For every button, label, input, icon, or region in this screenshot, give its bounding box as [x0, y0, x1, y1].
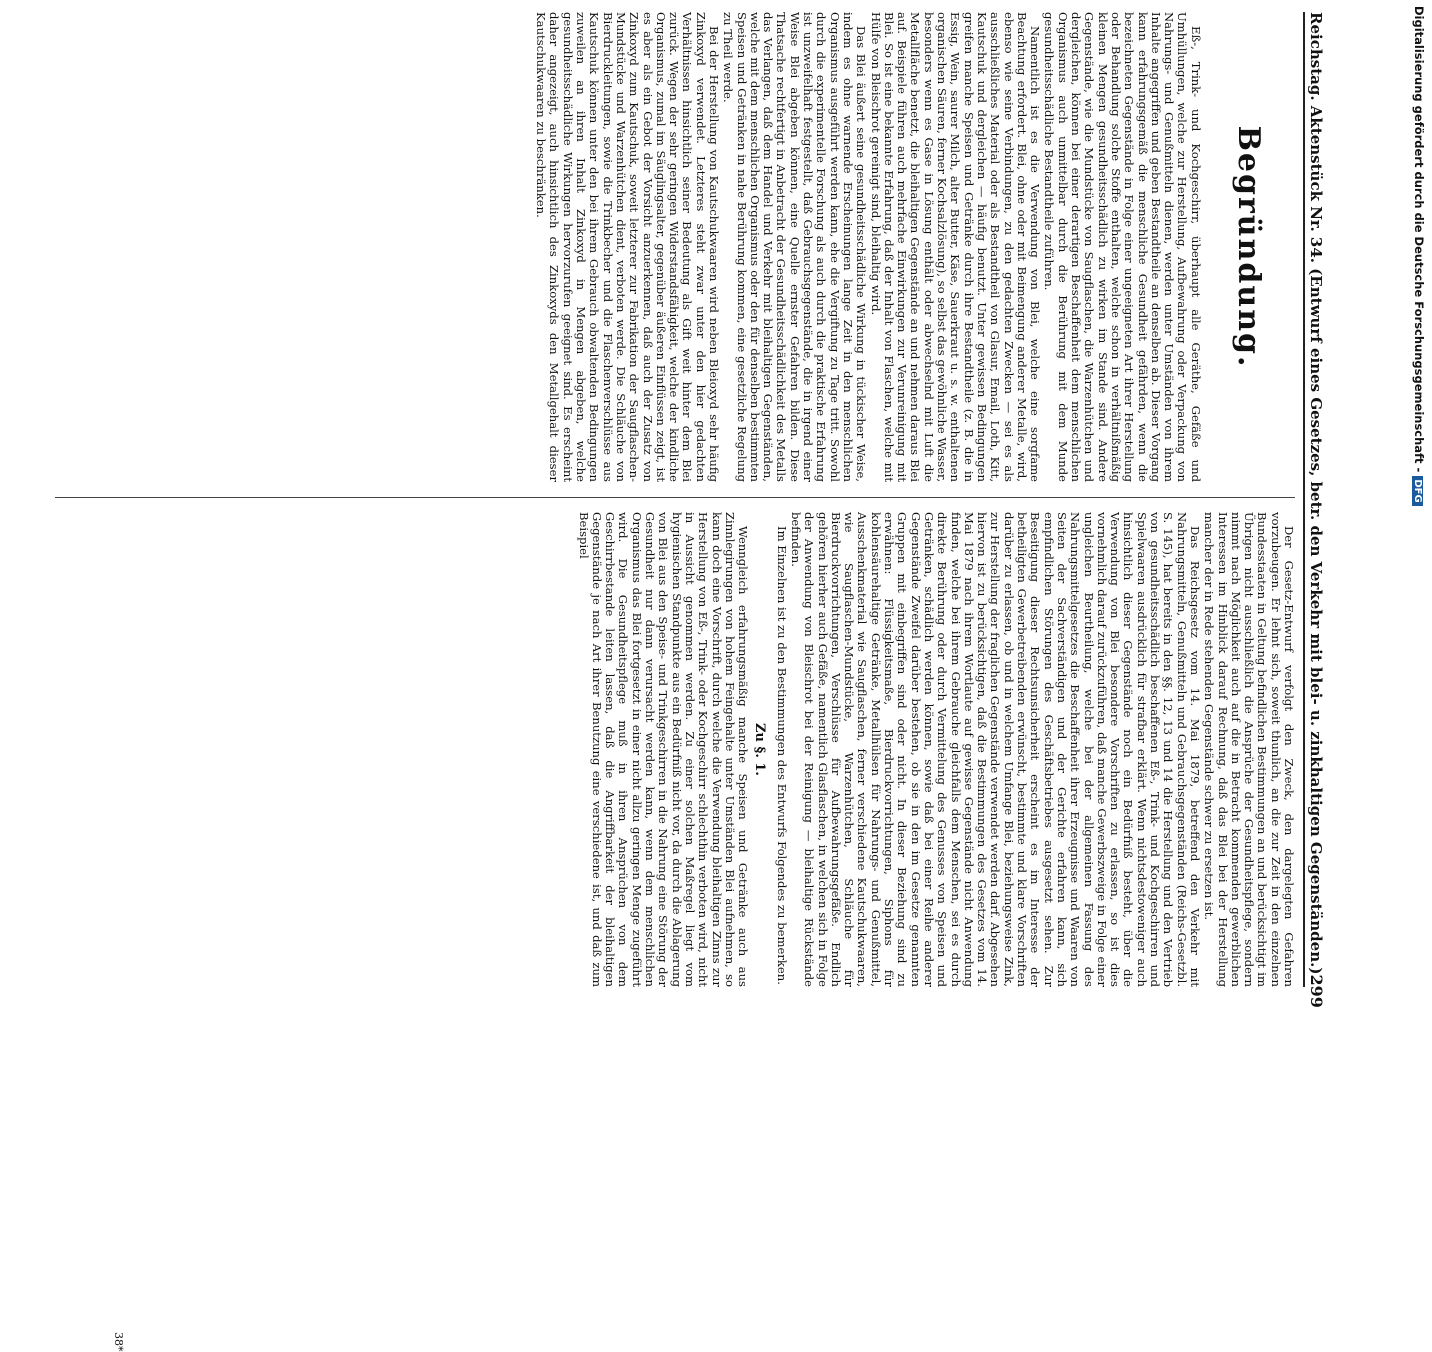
paragraph: Das Blei äußert seine gesundheitsschädliche Wirkung in tückischer Weise, indem es ohne warnende Erscheinungen lange Zeit in den menschlichen Organismus ausgeführt werden kann, ehe die Vergiftung zu Tage tritt. Sowohl durch die experimentelle Forschung als auch durch die praktische Erfahrung ist unzweifelhaft festgestellt, daß Gebrauchsgegenstände, die in irgend einer Weise Blei abgeben können, eine Quelle ernster Gefahren bilden. Diese Thatsache rechtfertigt in Anbetracht der Gesundheitsschädlichkeit des Metalls das Verlangen, daß dem Handel und Verkehr mit bleihaltigen Gegenständen, welche mit dem menschlichen Organismus oder den für denselben bestimmten Speisen und Getränken in nahe Berührung kommen, eine gesetzliche Regelung zu Theil werde.: [721, 12, 869, 482]
header-title: Reichstag. Aktenstück Nr. 34. (Entwurf eines Gesetzes, betr. den Verkehr mit blei- u. zinkhaltigen Gegenständen.): [1307, 12, 1325, 975]
page-number: 299: [1307, 974, 1326, 1008]
section-title: Begründung.: [1231, 125, 1266, 369]
paragraph: Bei der Herstellung von Kautschukwaaren wird neben Bleioxyd sehr häufig Zinkoxyd verwendet. Letzteres steht zwar unter den hier gedachten Verhältnissen hinsichtlich seiner Bedeutung als Gift weit hinter dem Blei zurück. Wegen der sehr geringen Widerstandsfähigkeit, welche der kindliche Organismus, zumal im Säuglingsalter, gegenüber äußeren Einflüssen zeigt, ist es aber als ein Gebot der Vorsicht anzuerkennen, daß auch der Zusatz von Zinkoxyd zum Kautschuk, soweit letzterer zur Fabrikation der Saugflaschen-Mundstücke und Warzenhütchen dient, verboten werde. Die Schläuche von Bierdruckleitungen, sowie die Trinkbecher und die Flaschenverschlüsse aus Kautschuk können unter den bei ihrem Gebrauch obwaltenden Bedingungen zuweilen an ihren Inhalt Zinkoxyd in Mengen abgeben, welche gesundheitsschädliche Wirkungen hervorzurufen geeignet sind. Es erscheint daher angezeigt, auch hinsichtlich des Zinkoxyds den Metallgehalt dieser Kautschukwaaren zu beschränken.: [534, 12, 722, 482]
right-column: [575, 512, 1295, 987]
paragraph: Das Reichsgesetz vom 14. Mai 1879, betreffend den Verkehr mit Nahrungsmitteln, Genußmitteln und Gebrauchsgegenständen (Reichs-Gesetzbl. S. 145), hat bereits in den §§. 12, 13 und 14 die Herstellung und den Vertrieb von gesundheitsschädlich beschaffenen Eß-, Trink- und Kochgeschirren und Spielwaaren ausdrücklich für strafbar erklärt. Wenn nichtsdestoweniger auch hinsichtlich dieser Gegenstände noch ein Bedürfniß besteht, über die Verwendung von Blei besondere Vorschriften zu erlassen, so ist dies vornehmlich darauf zurückzuführen, daß manche Gewerbszweige in Folge einer ungleichen Beurtheilung, welche bei der allgemeinen Fassung des Nahrungsmittelgesetzes die Beschaffenheit ihrer Erzeugnisse und Waaren von Seiten der Sachverständigen und der Gerichte erfahren kann, sich empfindlichen Störungen des Geschäftsbetriebes ausgesetzt sehen. Zur Beseitigung dieser Rechtsunsicherheit erscheint es im Interesse der betheiligten Gewerbetreibenden erwünscht, bestimmte und klare Vorschriften darüber zu erlassen, ob und in welchem Umfange Blei, beziehungsweise Zink, zur Herstellung der fraglichen Gegenstände verwendet werden darf. Abgesehen hiervon ist zu berücksichtigen, daß die Bestimmungen des Gesetzes vom 14. Mai 1879 nach ihrem Wortlaute auf gewisse Gegenstände nicht Anwendung finden, welche bei ihrem Gebrauche gleichfalls dem Menschen, sei es durch direkte Berührung oder durch Vermittelung des Genusses von Speisen und Getränken, schädlich werden können, sowie daß bei einer Reihe anderer Gegenstände Zweifel darüber bestehen, ob sie in den im Gesetze genannten Gruppen mit einbegriffen sind oder nicht. In dieser Beziehung sind zu erwähnen: Flüssigkeitsmaße, Bierdruckvorrichtungen, Siphons für kohlensäurehaltige Getränke, Metallhülsen für Nahrungs- und Genußmittel, Ausschenkmaterial wie Saugflaschen, ferner verschiedene Kautschukwaaren, wie Saugflaschen-Mundstücke, Warzenhütchen, Schläuche für Bierdruckvorrichtungen, Verschlüsse für Aufbewahrungsgefäße. Endlich gehören hierher auch Gefäße, namentlich Glasflaschen, in welchen sich in Folge der Anwendung von Bleischrot bei der Reinigung — bleihaltige Rückstände befinden.: [789, 512, 1202, 987]
paragraph: Namentlich ist es die Verwendung von Blei, welche eine sorgfame Beachtung erfordert. Blei, ohne oder mit Beimengung anderer Metalle, wird, ebenso wie seine Verbindungen, zu den gedachten Zwecken — sei es als ausschließliches Material oder als Bestandtheil von Glasur, Email, Loth, Kitt, Kautschuk und dergleichen — häufig benutzt. Unter gewissen Bedingungen greifen manche Speisen und Getränke durch ihre Bestandtheile (z. B. die in Essig, Wein, saurer Milch, alter Butter, Käse, Sauerkraut u. s. w. enthaltenen organischen Säuren, ferner Kochsalzlösung), so selbst das gewöhnliche Wasser, besonders wenn es Gase in Lösung enthält oder abwechselnd mit Luft die Metallfläche benetzt, die bleihaltigen Gegenstände an und nehmen daraus Blei auf. Beispiele führen auch mehrfache Einwirkungen zur Verunreinigung mit Blei. So ist eine bekannte Erfahrung, daß der Inhalt von Flaschen, welche mit Hülfe von Bleischrot gereinigt sind, bleihaltig wird.: [868, 12, 1043, 483]
paragraph: Im Einzelnen ist zu den Bestimmungen des Entwurfs Folgendes zu bemerken.: [774, 526, 789, 985]
digitization-sidebar: [1404, 0, 1432, 1000]
signature-mark: 38*: [112, 1332, 125, 1352]
rotated-page-content: [25, 12, 1335, 1352]
paragraph: Eß-, Trink- und Kochgeschirr, überhaupt alle Geräthe, Gefäße und Umhüllungen, welche zur Herstellung, Aufbewahrung oder Verpackung von Nahrungs- und Genußmitteln dienen, werden unter Umständen von ihrem Inhalte angegriffen und geben Bestandtheile an denselben ab. Dieser Vorgang kann erfahrungsgemäß die menschliche Gesundheit gefährden, wenn die bezeichneten Gegenstände in Folge einer ungeeigneten Art ihrer Herstellung oder Behandlung solche Stoffe enthalten, welche schon in verhältnißmäßig kleinen Mengen gesundheitsschädlich zu wirken im Stande sind. Andere Gegenstände, wie die Mundstücke von Saugflaschen, die Warzenhütchen und dergleichen, können bei einer derartigen Beschaffenheit dem menschlichen Organismus auch unmittelbar durch die Berührung mit dem Munde gesundheitsschädliche Bestandtheile zuführen.: [1042, 12, 1203, 482]
page-header: [1303, 12, 1335, 1008]
dfg-logo: DFG: [1412, 476, 1423, 505]
column-divider: [55, 497, 1295, 498]
digitization-text: Digitalisierung gefördert durch die Deutsche Forschungsgemeinschaft -: [1412, 6, 1426, 473]
digitization-note: [1412, 6, 1426, 996]
section-heading: Zu §. 1.: [752, 723, 768, 776]
paragraph: Der Gesetz-Entwurf verfolgt den Zweck, den dargelegten Gefahren vorzubeugen. Er lehnt sich, soweit thunlich, an die zur Zeit in den einzelnen Bundesstaaten in Geltung befindlichen Bestimmungen an und berücksichtigt im Übrigen nicht ausschließlich die Ansprüche der Gesundheitspflege, sondern nimmt nach Möglichkeit auch auf die in Betracht kommenden gewerblichen Interessen im Hinblick darauf Rechnung, daß das Blei bei der Herstellung mancher der in Rede stehenden Gegenstände schwer zu ersetzen ist.: [1202, 512, 1296, 987]
left-column: [533, 12, 1295, 482]
paragraph: Wenngleich erfahrungsmäßig manche Speisen und Getränke auch aus Zinnlegirungen von hohem Feingehalte unter Umständen Blei aufnehmen, so kann doch eine Vorschrift, durch welche die Verwendung bleihaltigen Zinns zur Herstellung von Eß-, Trink- oder Kochgeschirr schlechthin verboten wird, nicht in Aussicht genommen werden. Zu einer solchen Maßregel liegt vom hygienischen Standpunkte aus ein Bedürfniß nicht vor, da durch die Ablagerung von Blei aus den Speise- und Trinkgeschirren in die Nahrung eine Störung der Gesundheit nur dann verursacht werden kann, wenn dem menschlichen Organismus das Blei fortgesetzt in einer nicht allzu geringen Menge zugeführt wird. Die Gesundheitspflege muß in ihren Ansprüchen von dem Geschirrbestande leiten lassen, daß die Angriffbarkeit der bleihaltigen Gegenstände je nach Art ihrer Benutzung eine verschiedene ist, und daß zum Beispiel: [576, 512, 751, 987]
